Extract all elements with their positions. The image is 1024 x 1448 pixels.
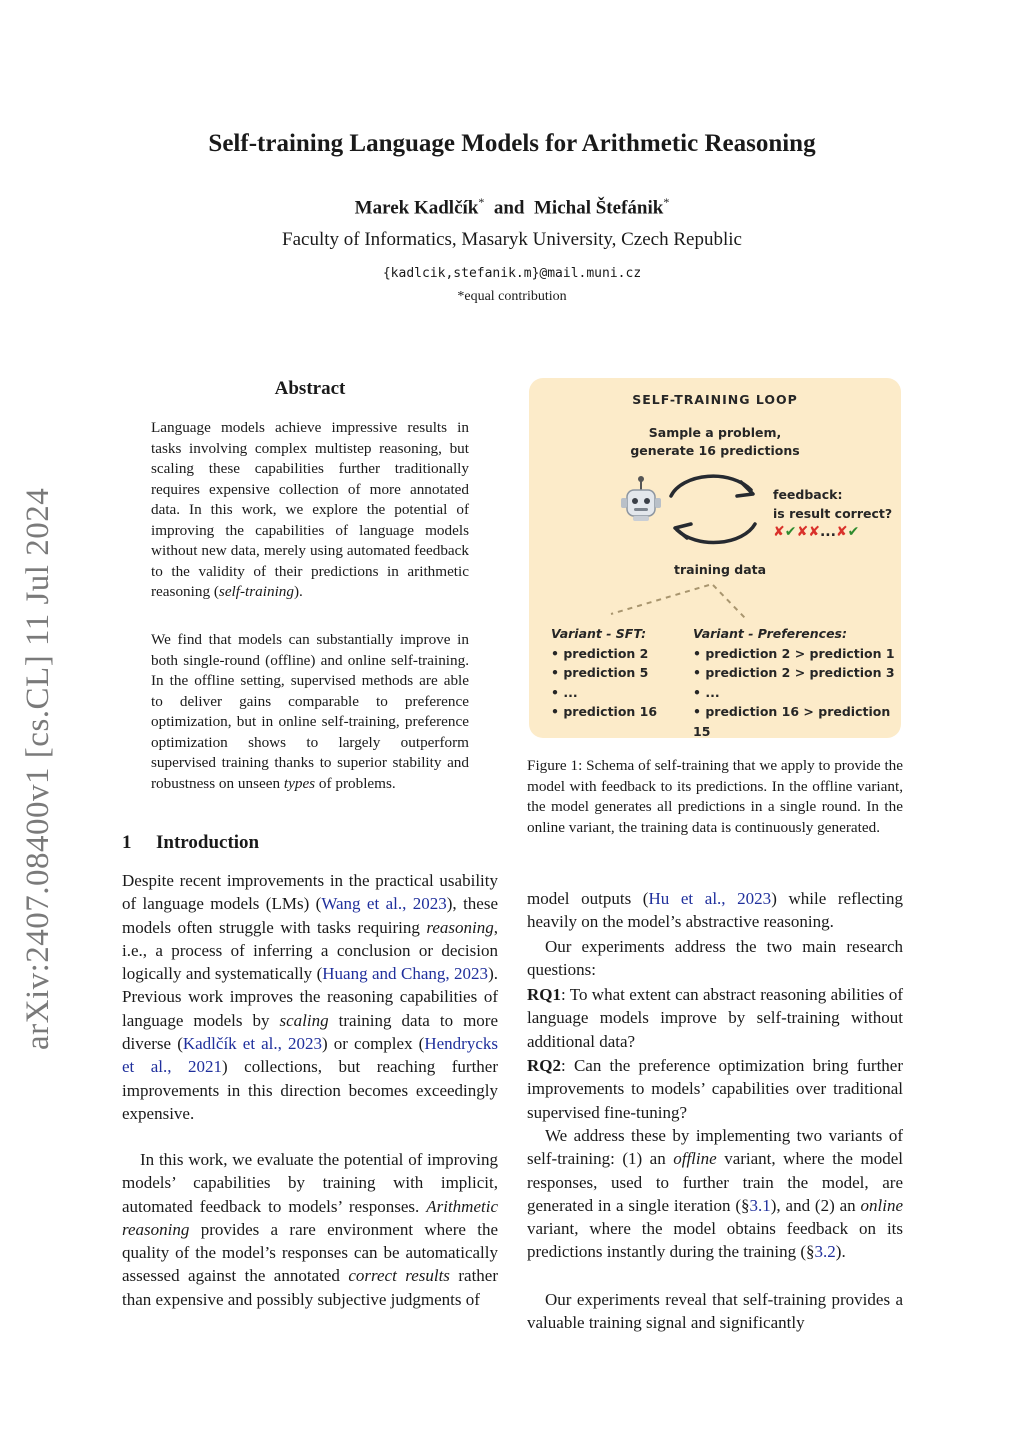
ellipsis: ... [819,524,836,540]
variant-sft-title: Variant - SFT: [551,626,647,641]
citation-huang[interactable]: Huang and Chang, 2023 [322,964,489,984]
check-icon: ✔ [847,524,860,540]
figure-self-training-loop [529,378,901,738]
list-item: • prediction 2 [551,645,649,661]
cross-icon: ✘ [835,524,848,540]
author-list [0,195,1024,219]
abstract-paragraph-2: We find that models can substantially improve in both single-round (offline) and online self-training. In the offline setting, supervised methods are able to deliver gains comparable to preference optimization, but in online self-training, preference optimization shows to largely outperform supervised training thanks to superior stability and robustness on unseen types of problems. [151,631,469,792]
section-number: 1 [122,832,132,853]
list-item: • ... [693,684,720,700]
figure-variant-sft [551,624,657,722]
right-paragraph-3: We address these by implementing two variants of self-training: (1) an offline variant, where the model responses, used to further train the model, are generated in a single iteration (§3.1), and (2) an online variant, where the model obtains feedback on its predictions instantly during the training (§3.2). [527,1126,903,1262]
list-item: • prediction 2 > prediction 3 [693,665,895,680]
abstract-heading: Abstract [274,378,346,399]
citation-wang[interactable]: Wang et al., 2023 [321,894,447,914]
cross-icon: ✘ [796,524,809,540]
dashed-connectors [611,585,745,618]
author-2-mark: * [663,195,670,209]
list-item: • ... [551,684,578,700]
paper-title: Self-training Language Models for Arithmetic Reasoning [208,130,816,157]
figure-feedback-text: feedback: is result correct? [773,487,893,521]
contribution-note: *equal contribution [457,289,567,304]
cross-icon: ✘ [808,524,820,540]
citation-kadlcik[interactable]: Kadlčík et al., 2023 [182,1034,323,1054]
right-paragraph-2: Our experiments address the two main research questions: [527,937,903,980]
research-question-1: RQ1: To what extent can abstract reasoning abilities of language models improve by self-training without additional data? [527,985,903,1051]
list-item: • prediction 16 [551,704,658,719]
figure-box-title: SELF-TRAINING LOOP [632,392,798,407]
cycle-arrows-icon [671,476,755,542]
figure-variant-preferences [693,624,901,741]
intro-paragraph-1: Despite recent improvements in the practical usability of language models (LMs) (Wang et al., 2023), these models often struggle with tasks requiring reasoning, i.e., a process of inferring a conclusion or decision logically and systematically (Huang and Chang, 2023). Previous work improves the reasoning capabilities of language models by scaling training data to more diverse (Kadlčík et al., 2023) or complex (Hendrycks et al., 2021) collections, but reaching further improvements in this direction becomes exceedingly expensive. [122,871,499,1123]
figure-result-marks [773,524,859,540]
affiliation: Faculty of Informatics, Masaryk University, Czech Republic [282,229,742,250]
arxiv-stamp: arXiv:2407.08400v1 [cs.CL] 11 Jul 2024 [20,487,56,1050]
abstract-paragraph-1: Language models achieve impressive results in tasks involving complex multistep reasoning, but scaling these capabilities further traditionally requires expensive collection of more annotated data. In this work, we explore the potential of improving the capabilities of language models without new data, merely using automated feedback to the validity of their predictions in arithmetic reasoning (self-training). [151,419,469,600]
figure-training-data-label: training data [674,562,767,577]
figure-caption: Figure 1: Schema of self-training that we apply to provide the model with feedback to its predictions. In the offline variant, the model generates all predictions in a single round. In the online variant, the training data is continuously generated. [527,757,903,836]
research-question-2: RQ2: Can the preference optimization bring further improvements to models’ capabilities over traditional supervised fine-tuning? [527,1056,903,1122]
citation-hendrycks[interactable]: Hendrycks et al., 2021 [122,1034,498,1077]
right-paragraph-4: Our experiments reveal that self-training provides a valuable training signal and significantly [527,1290,903,1333]
variant-preferences-title: Variant - Preferences: [693,626,847,641]
section-ref-3-1[interactable]: 3.1 [749,1195,771,1215]
author-2: Michal Štefánik [534,197,664,219]
section-title: Introduction [156,832,260,853]
cross-icon: ✘ [773,524,785,540]
figure-sample-text: Sample a problem, generate 16 predictions [630,425,800,458]
right-paragraph-1: model outputs (Hu et al., 2023) while reflecting heavily on the model’s abstractive reasoning. [527,889,903,932]
section-heading-introduction [122,832,259,854]
intro-paragraph-2: In this work, we evaluate the potential of improving models’ capabilities by training with implicit, automated feedback to models’ responses. Arithmetic reasoning provides a rare environment where the quality of the model’s responses can be automatically assessed against the annotated correct results rather than expensive and possibly subjective judgments of [122,1150,499,1309]
author-separator: and [493,197,525,219]
author-email: {kadlcik,stefanik.m}@mail.muni.cz [382,266,642,281]
citation-hu[interactable]: Hu et al., 2023 [648,889,772,908]
section-ref-3-2[interactable]: 3.2 [814,1242,836,1262]
check-icon: ✔ [784,524,797,540]
list-item: • prediction 5 [551,665,649,680]
robot-icon [621,476,661,521]
list-item: • prediction 16 > prediction 15 [693,704,891,739]
list-item: • prediction 2 > prediction 1 [693,645,895,661]
author-1: Marek Kadlčík [354,197,479,219]
author-1-mark: * [478,195,485,209]
